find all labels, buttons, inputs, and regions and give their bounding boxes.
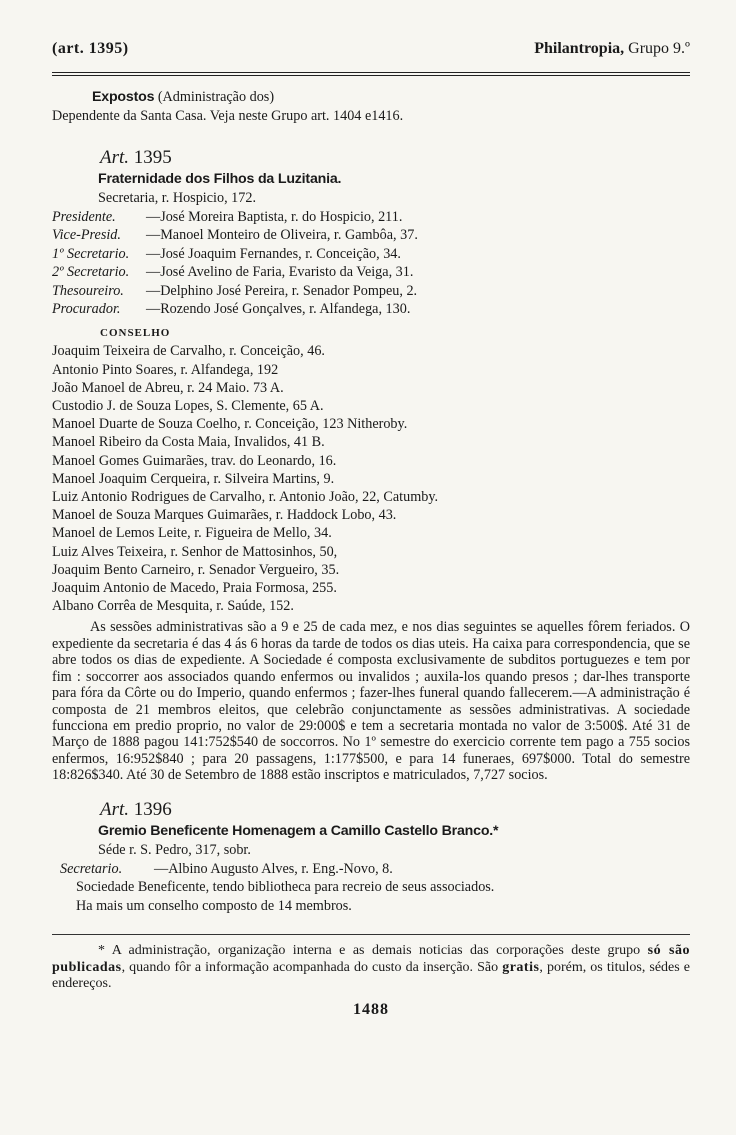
list-item: Manoel Joaquim Cerqueira, r. Silveira Martins, 9.	[52, 470, 335, 487]
list-item: Manoel Duarte de Souza Coelho, r. Conceição, 123 Nitheroby.	[52, 416, 408, 433]
officer-role: 1º Secretario.	[52, 245, 130, 262]
article-1396-heading	[52, 798, 690, 822]
list-item: Manoel Gomes Guimarães, trav. do Leonardo, 16.	[52, 452, 337, 469]
expostos-note: Dependente da Santa Casa. Veja neste Grupo art. 1404 e1416.	[52, 108, 404, 124]
officer-detail: —Manoel Monteiro de Oliveira, r. Gambôa, 37.	[146, 227, 418, 244]
officer-detail: —Albino Augusto Alves, r. Eng.-Novo, 8.	[154, 860, 393, 877]
page	[52, 40, 690, 1019]
officer-row	[52, 226, 690, 244]
footnote	[52, 943, 690, 993]
officer-detail: —Delphino José Pereira, r. Senador Pompeu, 2.	[146, 282, 418, 299]
list-item: Joaquim Bento Carneiro, r. Senador Vergueiro, 35.	[52, 561, 340, 578]
officer-role: Secretario.	[60, 860, 123, 877]
running-head	[52, 40, 690, 64]
article-label: Art.	[100, 147, 130, 168]
footnote-rule	[52, 934, 690, 935]
running-head-section	[534, 40, 690, 58]
running-head-article: (art. 1395)	[52, 40, 129, 57]
article-1396-address: Séde r. S. Pedro, 317, sobr.	[98, 841, 251, 858]
officer-detail: —Rozendo José Gonçalves, r. Alfandega, 130.	[146, 301, 411, 318]
officer-detail: —José Moreira Baptista, r. do Hospicio, 211.	[146, 209, 403, 225]
officer-role: 2º Secretario.	[52, 264, 130, 281]
conselho-list	[52, 342, 690, 615]
officer-row	[52, 208, 690, 226]
officer-detail: —José Avelino de Faria, Evaristo da Veiga, 31.	[146, 264, 414, 281]
list-item: Antonio Pinto Soares, r. Alfandega, 192	[52, 361, 279, 378]
footnote-text: , porém, os titulos, sédes e endereços.	[52, 959, 690, 992]
article-number: 1396	[129, 798, 172, 820]
footnote-emphasis: gratis	[502, 959, 540, 975]
officer-role: Vice-Presid.	[52, 227, 121, 244]
officer-row	[52, 245, 690, 263]
page-number: 1488	[353, 1000, 389, 1018]
officer-row	[52, 860, 690, 878]
officer-role: Procurador.	[52, 301, 121, 318]
expostos-title: Expostos	[92, 89, 155, 105]
list-item: Manoel de Souza Marques Guimarães, r. Haddock Lobo, 43.	[52, 507, 397, 524]
expostos-title-rest: (Administração dos)	[154, 89, 275, 105]
list-item: João Manoel de Abreu, r. 24 Maio. 73 A.	[52, 379, 284, 396]
running-head-section-rest: Grupo 9.º	[624, 40, 690, 57]
list-item: Luiz Alves Teixeira, r. Senhor de Mattosinhos, 50,	[52, 543, 338, 560]
conselho-heading: CONSELHO	[100, 327, 171, 340]
officer-detail: —José Joaquim Fernandes, r. Conceição, 34.	[146, 245, 401, 262]
list-item: Luiz Antonio Rodrigues de Carvalho, r. Antonio João, 22, Catumby.	[52, 489, 439, 506]
footnote-text: * A administração, organização interna e as demais noticias das corporações deste grupo	[98, 943, 648, 959]
list-item: Joaquim Antonio de Macedo, Praia Formosa, 255.	[52, 580, 337, 597]
expostos-entry	[52, 88, 690, 107]
officer-role: Presidente.	[52, 209, 116, 225]
footnote-emphasis: só são publicadas	[52, 943, 690, 975]
running-head-section-bold: Philantropia,	[534, 40, 625, 57]
article-1396-note: Ha mais um conselho composto de 14 membros.	[76, 898, 352, 915]
officer-row	[52, 263, 690, 281]
officer-role: Thesoureiro.	[52, 282, 124, 299]
list-item: Manoel Ribeiro da Costa Maia, Invalidos, 41 B.	[52, 434, 325, 451]
officer-row	[52, 282, 690, 300]
article-1395-heading	[52, 146, 690, 170]
article-label: Art.	[100, 798, 130, 820]
article-1395-name: Fraternidade dos Filhos da Luzitania.	[98, 171, 342, 187]
footnote-text: , quando fôr a informação acompanhada do custo da inserção. São	[121, 959, 503, 975]
list-item: Custodio J. de Souza Lopes, S. Clemente, 65 A.	[52, 398, 324, 415]
officers-list	[52, 208, 690, 318]
list-item: Joaquim Teixeira de Carvalho, r. Conceição, 46.	[52, 343, 325, 360]
list-item: Manoel de Lemos Leite, r. Figueira de Mello, 34.	[52, 525, 332, 542]
article-1396-description: Sociedade Beneficente, tendo bibliotheca para recreio de seus associados.	[76, 879, 495, 896]
officer-row	[52, 300, 690, 318]
article-number: 1395	[129, 147, 172, 168]
article-1395-address: Secretaria, r. Hospicio, 172.	[98, 190, 256, 206]
article-1396-name: Gremio Beneficente Homenagem a Camillo Castello Branco.*	[98, 822, 499, 839]
list-item: Albano Corrêa de Mesquita, r. Saúde, 152.	[52, 598, 294, 615]
article-1395-paragraph: As sessões administrativas são a 9 e 25 de cada mez, e nos dias seguintes se aquelles fôrem feriados. O expediente da secretaria é das 4 ás 6 horas da tarde de todos os dias uteis. Ha caixa para correspondencia, que se abre todos os dias de expediente. A Sociedade é composta exclusivamente de subditos portuguezes e tem por fim : soccorrer aos associados quando enfermos ou invalidos ; auxila-los quando presos ; dar-lhes transporte para fóra da Côrte ou do Imperio, quando enfermos ; fazer-lhes funeral quando fallecerem.—A administração é composta de 21 membros eleitos, que celebrão conjunctamente as sessões administrativas. A sociedade funcciona em predio proprio, no valor de 29:000$ e tem a secretaria montada no valor de 3:500$. Até 31 de Março de 1888 pagou 141:752$540 de soccorros. No 1º semestre do exercicio corrente tem pago a 755 socios enfermos, 16:952$840 ; para 20 passagens, 1:177$500, e para 14 funeraes, 697$000. Total do semestre 18:826$340. Até 30 de Setembro de 1888 estão inscriptos e matriculados, 7,727 socios.	[52, 619, 690, 784]
